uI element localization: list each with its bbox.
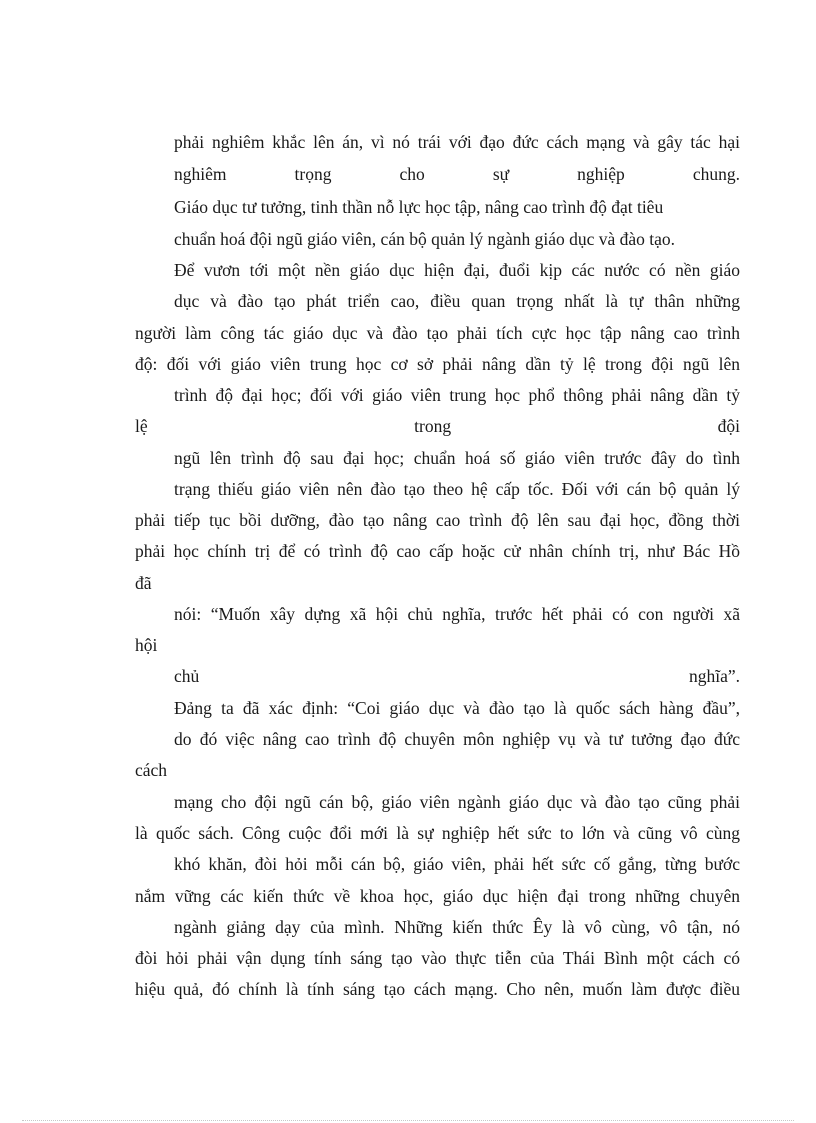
page-bottom-rule [22, 1120, 794, 1121]
text-line: phải học chính trị để có trình độ cao cấp hoặc cử nhân chính trị, như Bác Hồ [135, 541, 740, 561]
text-line: người làm công tác giáo dục và đào tạo phải tích cực học tập nâng cao trình [135, 323, 740, 343]
text-line: nghiêm trọng cho sự nghiệp chung. [174, 164, 740, 184]
text-line: chủ nghĩa”. [174, 666, 740, 686]
text-line: phải tiếp tục bồi dưỡng, đào tạo nâng cao trình độ lên sau đại học, đồng thời [135, 510, 740, 530]
text-line: Để vươn tới một nền giáo dục hiện đại, đuổi kịp các nước có nền giáo [174, 260, 740, 280]
text-line: Đảng ta đã xác định: “Coi giáo dục và đào tạo là quốc sách hàng đầu”, [174, 698, 740, 718]
text-line: hội [135, 635, 158, 655]
text-line: nói: “Muốn xây dựng xã hội chủ nghĩa, trước hết phải có con người xã [174, 604, 740, 624]
text-line: do đó việc nâng cao trình độ chuyên môn nghiệp vụ và tư tưởng đạo đức [174, 729, 740, 749]
text-line: chuẩn hoá đội ngũ giáo viên, cán bộ quản lý ngành giáo dục và đào tạo. [174, 229, 676, 249]
text-line: đòi hỏi phải vận dụng tính sáng tạo vào thực tiễn của Thái Bình một cách có [135, 948, 740, 968]
text-line: là quốc sách. Công cuộc đổi mới là sự nghiệp hết sức to lớn và cũng vô cùng [135, 823, 740, 843]
text-line: hiệu quả, đó chính là tính sáng tạo cách mạng. Cho nên, muốn làm được điều [135, 979, 740, 999]
text-line: mạng cho đội ngũ cán bộ, giáo viên ngành giáo dục và đào tạo cũng phải [174, 792, 740, 812]
text-line: phải nghiêm khắc lên án, vì nó trái với đạo đức cách mạng và gây tác hại [174, 132, 740, 152]
text-line: đã [135, 573, 152, 593]
text-line: khó khăn, đòi hỏi mỗi cán bộ, giáo viên, phải hết sức cố gắng, từng bước [174, 854, 740, 874]
text-line: cách [135, 760, 168, 780]
text-line: ngành giảng dạy của mình. Những kiến thức Êy là vô cùng, vô tận, nó [174, 917, 740, 937]
text-line: lệ trong đội [135, 416, 740, 436]
text-line: trình độ đại học; đối với giáo viên trung học phổ thông phải nâng dần tỷ [174, 385, 740, 405]
text-line: nắm vững các kiến thức về khoa học, giáo dục hiện đại trong những chuyên [135, 886, 740, 906]
text-line: trạng thiếu giáo viên nên đào tạo theo hệ cấp tốc. Đối với cán bộ quản lý [174, 479, 740, 499]
text-line: độ: đối với giáo viên trung học cơ sở phải nâng dần tỷ lệ trong đội ngũ lên [135, 354, 740, 374]
text-line: dục và đào tạo phát triển cao, điều quan trọng nhất là tự thân những [174, 291, 740, 311]
text-line: Giáo dục tư tưởng, tinh thần nỗ lực học tập, nâng cao trình độ đạt tiêu [174, 197, 664, 217]
text-line: ngũ lên trình độ sau đại học; chuẩn hoá số giáo viên trước đây do tình [174, 448, 740, 468]
